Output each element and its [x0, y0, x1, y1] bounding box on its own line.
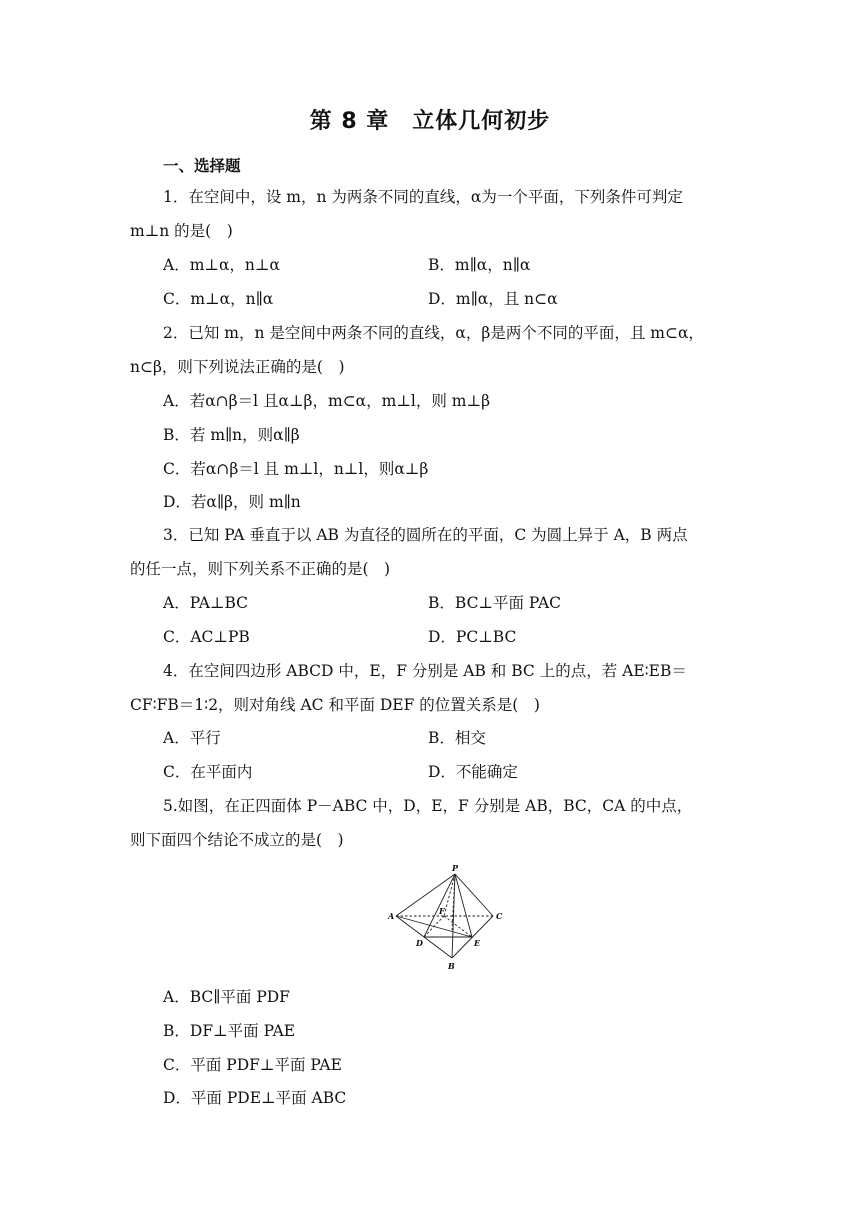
label-a: A — [388, 911, 395, 921]
section-heading: 一、选择题 — [163, 157, 241, 175]
label-b: B — [448, 961, 455, 971]
label-f: F — [439, 906, 445, 916]
page-title: 第 8 章 立体几何初步 — [309, 109, 551, 134]
q3-option-c: C．AC⊥PB — [163, 628, 250, 646]
q4-stem-line2: CF∶FB＝1∶2，则对角线 AC 和平面 DEF 的位置关系是( ) — [130, 696, 540, 714]
hidden-line-fe — [444, 916, 472, 937]
label-e: E — [474, 938, 481, 948]
q1-stem-line2: m⊥n 的是( ) — [130, 222, 233, 240]
q3-option-a: A．PA⊥BC — [163, 594, 249, 612]
label-c: C — [496, 911, 503, 921]
q2-stem-line1: 2．已知 m，n 是空间中两条不同的直线，α，β是两个不同的平面，且 m⊂α， — [163, 324, 704, 342]
q3-stem-line1: 3．已知 PA 垂直于以 AB 为直径的圆所在的平面，C 为圆上异于 A，B 两点 — [163, 526, 688, 544]
q2-option-b: B．若 m∥n，则α∥β — [163, 426, 300, 444]
q1-option-d: D．m∥α，且 n⊂α — [428, 290, 558, 308]
edge-pa — [396, 874, 455, 916]
label-d: D — [416, 938, 423, 948]
tetrahedron-svg — [386, 860, 506, 974]
q3-option-d: D．PC⊥BC — [428, 628, 517, 646]
label-p: P — [452, 863, 459, 873]
q4-option-a: A．平行 — [163, 729, 221, 747]
q5-option-a: A．BC∥平面 PDF — [163, 988, 290, 1006]
q4-option-b: B．相交 — [428, 729, 486, 747]
q2-option-d: D．若α∥β，则 m∥n — [163, 493, 301, 511]
tetrahedron-figure — [386, 860, 506, 974]
q1-option-a: A．m⊥α，n⊥α — [163, 256, 280, 274]
q4-option-c: C．在平面内 — [163, 763, 253, 781]
q4-option-d: D．不能确定 — [428, 763, 518, 781]
q3-stem-line2: 的任一点，则下列关系不正确的是( ) — [130, 560, 391, 578]
q5-stem-line2: 则下面四个结论不成立的是( ) — [130, 831, 344, 849]
q3-option-b: B．BC⊥平面 PAC — [428, 594, 561, 612]
q2-option-c: C．若α∩β＝l 且 m⊥l，n⊥l，则α⊥β — [163, 460, 429, 478]
q2-stem-line2: n⊂β，则下列说法正确的是( ) — [130, 358, 345, 376]
q1-option-c: C．m⊥α，n∥α — [163, 290, 274, 308]
q1-stem-line1: 1．在空间中，设 m，n 为两条不同的直线，α为一个平面，下列条件可判定 — [163, 188, 683, 206]
q5-option-d: D．平面 PDE⊥平面 ABC — [163, 1089, 347, 1107]
q2-option-a: A．若α∩β＝l 且α⊥β，m⊂α，m⊥l，则 m⊥β — [163, 392, 491, 410]
q4-stem-line1: 4．在空间四边形 ABCD 中，E，F 分别是 AB 和 BC 上的点，若 AE∶EB＝ — [163, 662, 687, 680]
q5-option-c: C．平面 PDF⊥平面 PAE — [163, 1056, 342, 1074]
q5-option-b: B．DF⊥平面 PAE — [163, 1022, 296, 1040]
q1-option-b: B．m∥α，n∥α — [428, 256, 531, 274]
hidden-line-df — [424, 916, 444, 937]
q5-stem-line1: 5.如图，在正四面体 P－ABC 中，D，E，F 分别是 AB，BC，CA 的中点， — [163, 797, 693, 815]
